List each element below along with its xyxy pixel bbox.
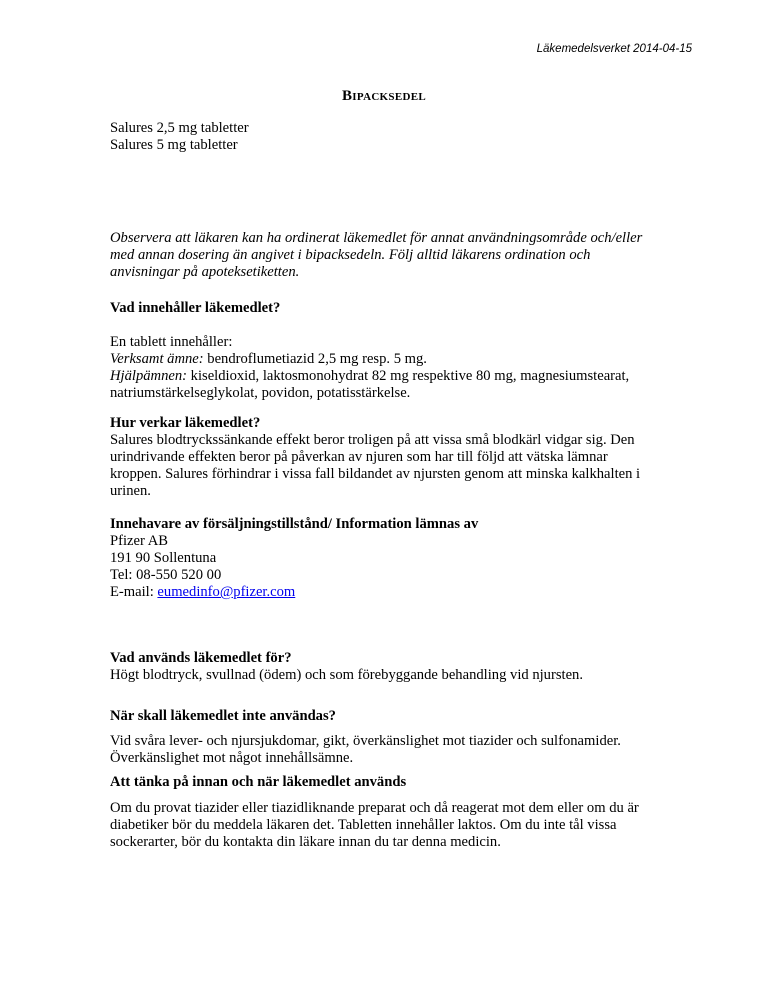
precautions-section bbox=[110, 800, 690, 851]
how-it-works-line: kroppen. Salures förhindrar i vissa fall bildandet av njursten genom att minska kalkhalten i bbox=[110, 466, 641, 482]
holder-email-line bbox=[110, 584, 690, 601]
notice-line: med annan dosering än angivet i bipacksedeln. Följ alltid läkarens ordination och bbox=[110, 247, 591, 263]
precautions-line: sockerarter, bör du kontakta din läkare innan du tar denna medicin. bbox=[110, 834, 501, 850]
contents-heading: Vad innehåller läkemedlet? bbox=[110, 300, 281, 316]
holder-tel: Tel: 08-550 520 00 bbox=[110, 567, 222, 583]
header-date: Läkemedelsverket 2014-04-15 bbox=[536, 43, 692, 55]
precautions-line: diabetiker bör du meddela läkaren det. Tabletten innehåller laktos. Om du inte tål vissa bbox=[110, 817, 617, 833]
contraindications-line: Vid svåra lever- och njursjukdomar, gikt, överkänslighet mot tiazider och sulfonamider. bbox=[110, 733, 621, 749]
contraindications-line: Överkänslighet mot något innehållsämne. bbox=[110, 750, 354, 766]
email-link[interactable]: eumedinfo@pfizer.com bbox=[157, 584, 296, 600]
contents-section bbox=[110, 334, 690, 402]
product-name: Salures 2,5 mg tabletter bbox=[110, 120, 249, 136]
contents-intro: En tablett innehåller: bbox=[110, 334, 233, 350]
product-list bbox=[110, 120, 690, 154]
excipients-line bbox=[110, 368, 690, 385]
active-ingredient-value: bendroflumetiazid 2,5 mg resp. 5 mg. bbox=[203, 351, 427, 367]
how-it-works-section bbox=[110, 415, 690, 500]
precautions-line: Om du provat tiazider eller tiazidliknande preparat och då reagerat mot dem eller om du är bbox=[110, 800, 639, 816]
precautions-heading: Att tänka på innan och när läkemedlet används bbox=[110, 774, 407, 790]
active-ingredient-line bbox=[110, 351, 690, 368]
how-it-works-line: urinen. bbox=[110, 483, 151, 499]
notice-line: Observera att läkaren kan ha ordinerat läkemedlet för annat användningsområde och/eller bbox=[110, 230, 643, 246]
excipients-line-2: natriumstärkelseglykolat, povidon, potatisstärkelse. bbox=[110, 385, 411, 401]
document-title: Bipacksedel bbox=[341, 88, 426, 104]
holder-section bbox=[110, 516, 690, 601]
active-ingredient-label: Verksamt ämne: bbox=[110, 351, 204, 367]
usage-section bbox=[110, 650, 690, 684]
excipients-label: Hjälpämnen: bbox=[110, 368, 188, 384]
how-it-works-line: Salures blodtryckssänkande effekt beror troligen på att vissa små blodkärl vidgar sig. Den bbox=[110, 432, 635, 448]
contraindications-heading: När skall läkemedlet inte användas? bbox=[110, 708, 336, 724]
contraindications-section bbox=[110, 733, 690, 767]
holder-company: Pfizer AB bbox=[110, 533, 168, 549]
how-it-works-heading: Hur verkar läkemedlet? bbox=[110, 415, 261, 431]
usage-text: Högt blodtryck, svullnad (ödem) och som förebyggande behandling vid njursten. bbox=[110, 667, 583, 683]
notice-line: anvisningar på apoteksetiketten. bbox=[110, 264, 300, 280]
how-it-works-line: urindrivande effekten beror på påverkan av njuren som har till följd att vätska lämnar bbox=[110, 449, 608, 465]
usage-heading: Vad används läkemedlet för? bbox=[110, 650, 292, 666]
notice-paragraph bbox=[110, 230, 690, 281]
product-name: Salures 5 mg tabletter bbox=[110, 137, 238, 153]
email-label: E-mail: bbox=[110, 584, 158, 600]
excipients-value: kiseldioxid, laktosmonohydrat 82 mg respektive 80 mg, magnesiumstearat, bbox=[187, 368, 630, 384]
holder-heading: Innehavare av försäljningstillstånd/ Information lämnas av bbox=[110, 516, 479, 532]
holder-address: 191 90 Sollentuna bbox=[110, 550, 217, 566]
